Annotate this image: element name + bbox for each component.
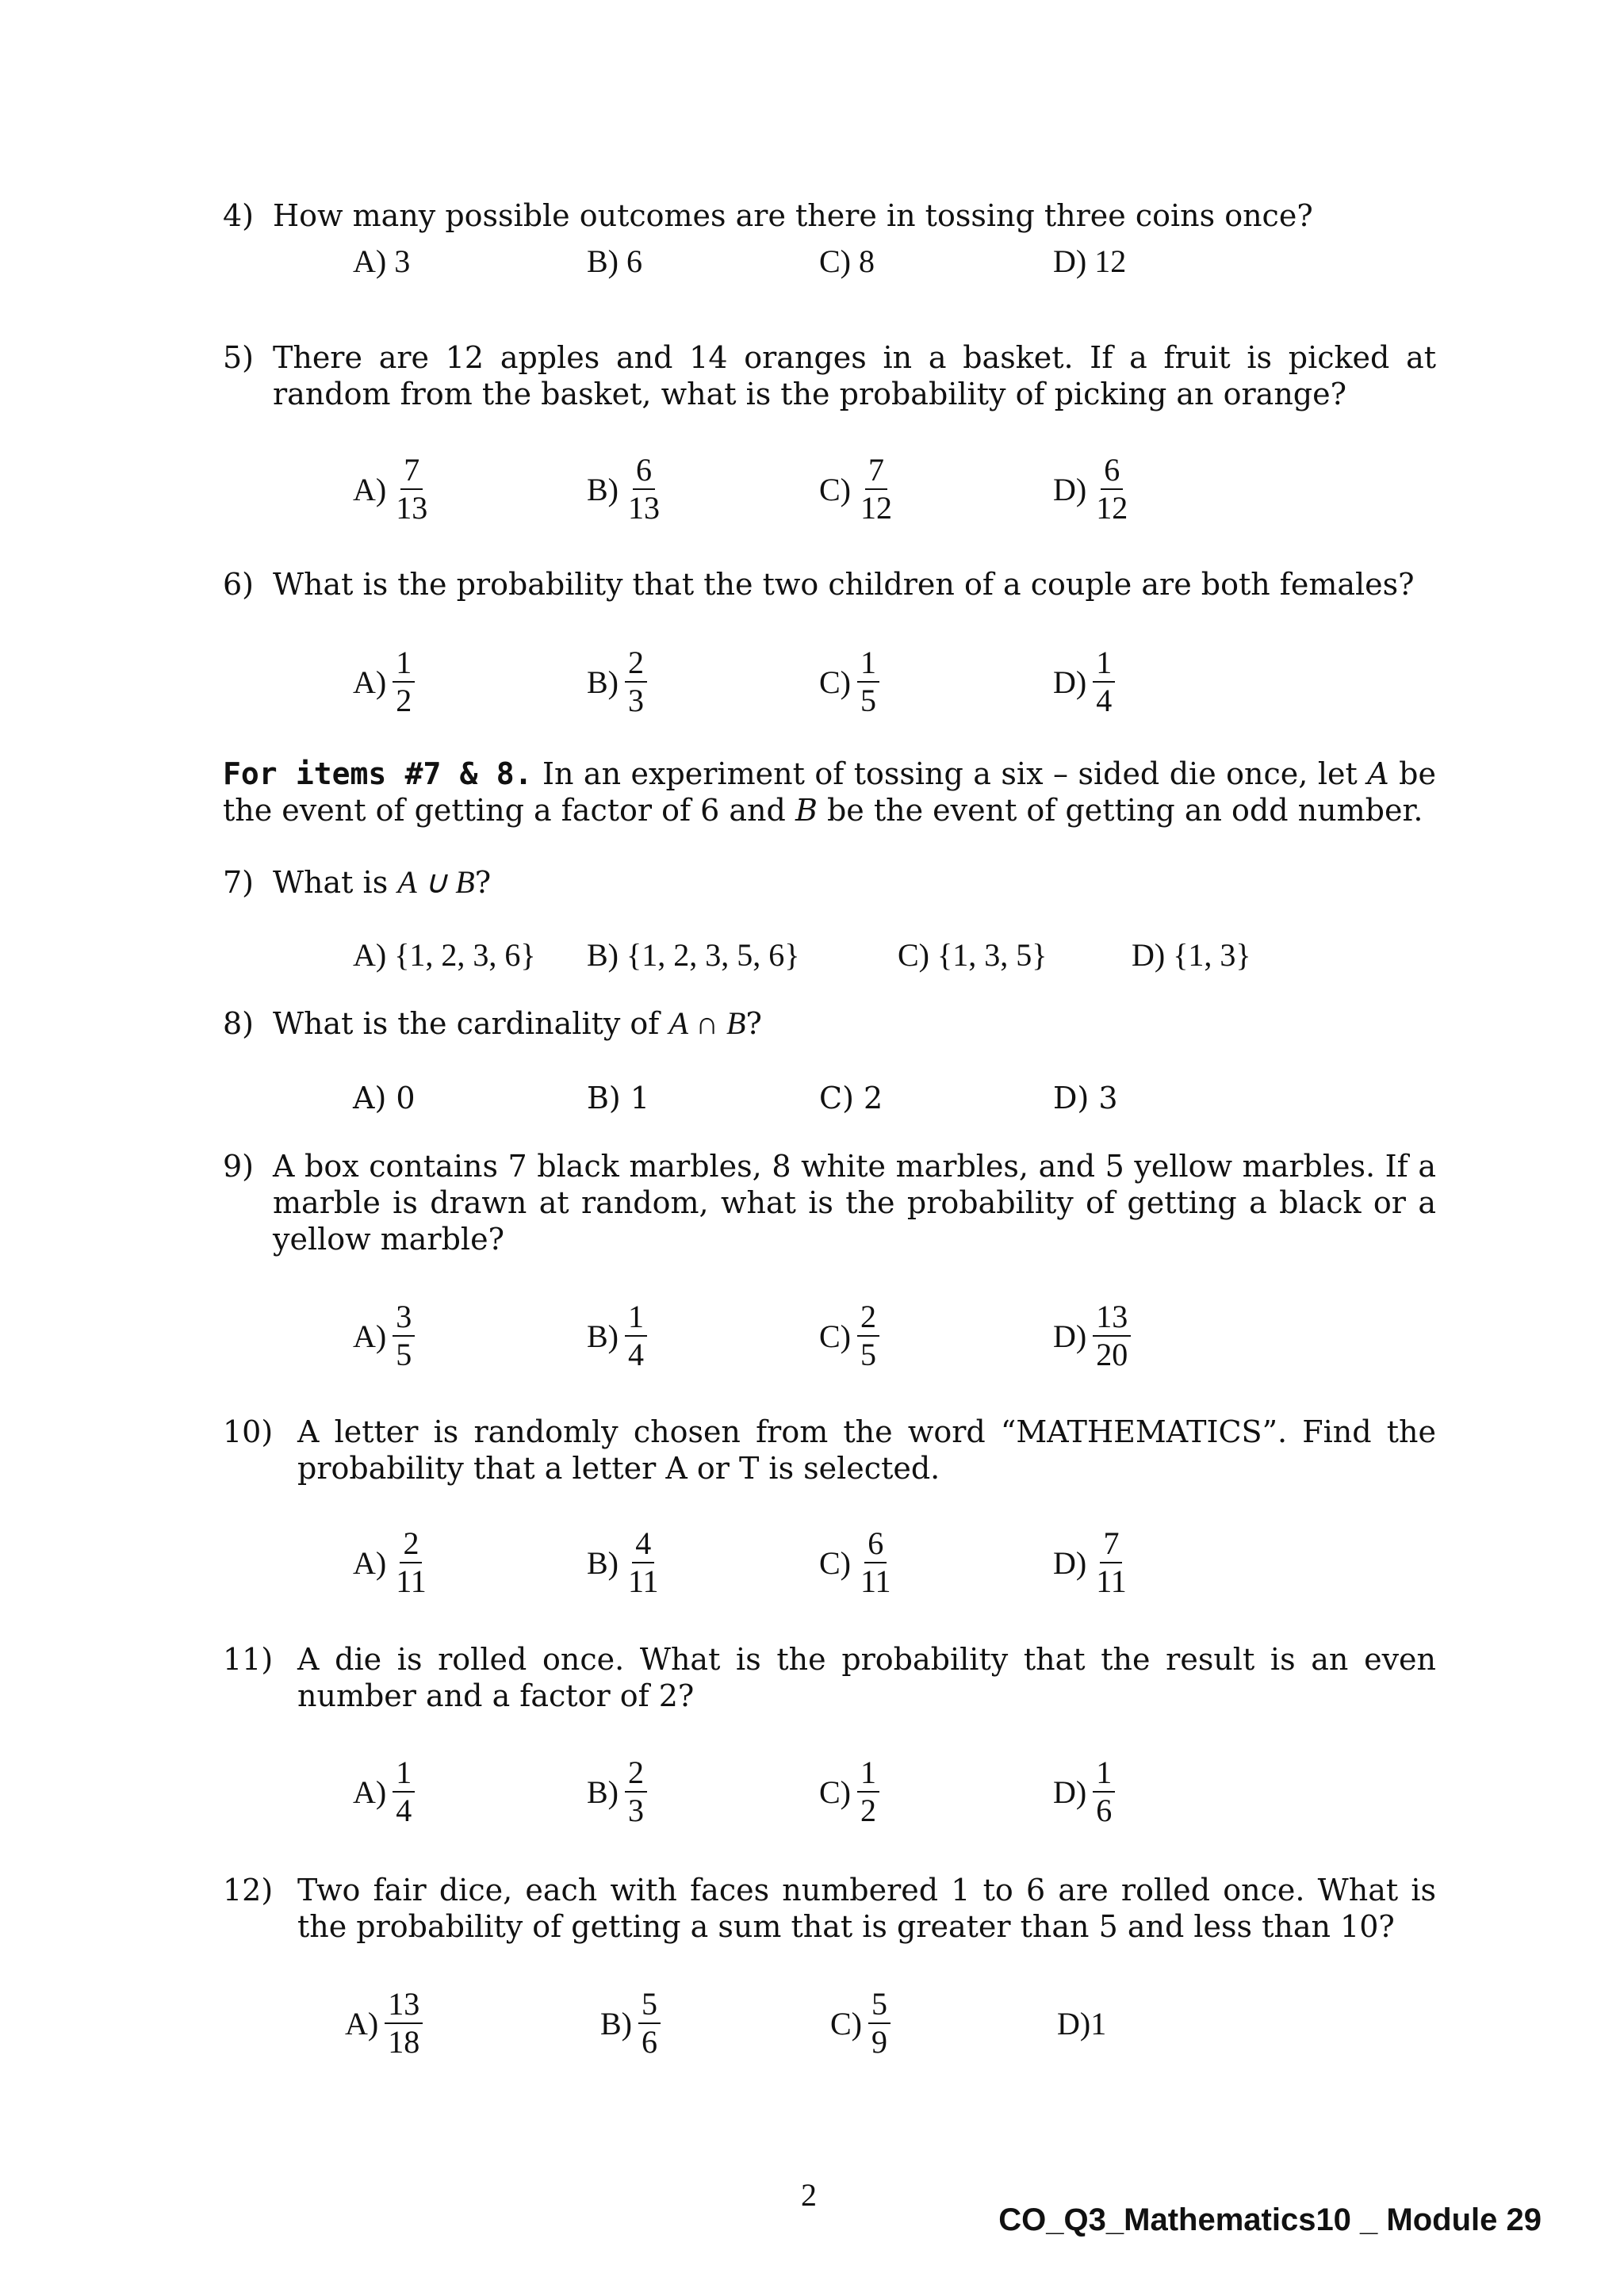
choices-12 <box>0 1976 1624 2071</box>
question-text-part: What is the cardinality of <box>273 1006 669 1041</box>
fraction <box>1093 1525 1130 1600</box>
choice-label: A) <box>353 471 387 507</box>
question-text: What is the probability that the two children of a couple are both females? <box>273 567 1415 602</box>
choice-b: B) 1 <box>587 1081 650 1115</box>
denominator: 2 <box>860 1793 876 1828</box>
numerator: 1 <box>393 645 415 683</box>
numerator: 1 <box>625 1299 647 1337</box>
question-text-part: What is <box>273 865 398 900</box>
choice-a <box>353 1744 415 1839</box>
numerator: 1 <box>857 1755 879 1793</box>
fraction <box>625 452 663 526</box>
denominator: 12 <box>1096 490 1128 526</box>
choice-label: C) <box>830 2005 862 2042</box>
choice-a <box>345 1976 423 2071</box>
fraction <box>625 1299 647 1373</box>
fraction <box>1093 452 1131 526</box>
choice-label: D)1 <box>1057 2005 1107 2042</box>
fraction <box>393 1299 415 1373</box>
denominator: 5 <box>860 683 876 718</box>
choice-d <box>1053 442 1131 537</box>
choice-label: C) <box>819 664 851 700</box>
choice-d: D) {1, 3} <box>1132 937 1251 973</box>
question-text: There are 12 apples and 14 oranges in a basket. If a fruit is picked at random from the basket, what is the probability of picking an orange? <box>273 340 1436 411</box>
choice-a: A) {1, 2, 3, 6} <box>353 937 536 973</box>
question-text: A letter is randomly chosen from the word “MATHEMATICS”. Find the probability that a letter A or T is selected. <box>297 1414 1436 1486</box>
choice-label: A) <box>353 1318 387 1354</box>
question-number: 11) <box>223 1642 274 1677</box>
choice-c <box>819 1744 879 1839</box>
denominator: 3 <box>628 683 644 718</box>
intro-text: be the event of getting a factor of 6 and <box>223 756 1436 828</box>
choice-c <box>830 1976 891 2071</box>
choice-label: B) <box>600 2005 632 2042</box>
denominator: 2 <box>396 683 412 718</box>
fraction <box>625 1755 647 1829</box>
denominator: 4 <box>396 1793 412 1828</box>
fraction <box>857 452 895 526</box>
set-b: B <box>795 793 818 828</box>
page-number: 2 <box>801 2177 817 2213</box>
choice-b <box>600 1976 661 2071</box>
choice-label: C) <box>819 1774 851 1810</box>
numerator: 13 <box>385 1986 423 2024</box>
denominator: 11 <box>860 1563 891 1599</box>
choice-label: B) <box>587 1544 619 1581</box>
choice-label: D) <box>1053 1774 1087 1810</box>
choice-label: A) <box>345 2005 379 2042</box>
choice-d: D) 3 <box>1053 1081 1118 1115</box>
fraction <box>638 1986 661 2061</box>
module-footer: CO_Q3_Mathematics10 _ Module 29 <box>998 2202 1542 2237</box>
fraction <box>857 1525 894 1600</box>
fraction <box>393 452 431 526</box>
question-9 <box>223 1148 1436 1257</box>
choice-c <box>819 1515 894 1610</box>
question-text: A die is rolled once. What is the probability that the result is an even number and a factor of 2? <box>297 1642 1436 1713</box>
choice-label: B) <box>587 471 619 507</box>
choice-label: A) <box>353 1774 387 1810</box>
choice-label: A) <box>353 1544 387 1581</box>
choice-label: B) <box>587 1774 619 1810</box>
question-number: 4) <box>223 198 255 233</box>
choice-a <box>353 442 431 537</box>
question-text: A box contains 7 black marbles, 8 white marbles, and 5 yellow marbles. If a marble is drawn at random, what is the probability of getting a black or a yellow marble? <box>273 1149 1436 1257</box>
question-12 <box>223 1872 1436 1945</box>
choice-b: B) 6 <box>587 243 642 279</box>
choice-d <box>1057 1976 1113 2071</box>
set-a: A <box>1367 756 1389 791</box>
fraction <box>857 645 879 719</box>
numerator: 3 <box>393 1299 415 1337</box>
choice-d <box>1053 1288 1131 1383</box>
denominator: 6 <box>642 2024 657 2060</box>
numerator: 13 <box>1093 1299 1131 1337</box>
denominator: 4 <box>628 1337 644 1372</box>
denominator: 5 <box>396 1337 412 1372</box>
choice-label: C) <box>819 1544 851 1581</box>
question-number: 6) <box>223 567 255 602</box>
fraction <box>625 645 647 719</box>
choice-d: D) 12 <box>1053 243 1127 279</box>
choices-9 <box>0 1288 1624 1383</box>
fraction <box>393 645 415 719</box>
numerator: 6 <box>1101 452 1123 490</box>
numerator: 4 <box>632 1525 654 1563</box>
denominator: 5 <box>860 1337 876 1372</box>
fraction <box>385 1986 423 2061</box>
question-number: 10) <box>223 1414 274 1449</box>
choice-label: C) <box>819 471 851 507</box>
numerator: 1 <box>1093 1755 1115 1793</box>
numerator: 2 <box>857 1299 879 1337</box>
question-text-part: ? <box>474 865 492 900</box>
question-text: Two fair dice, each with faces numbered 1 to 6 are rolled once. What is the probability of getting a sum that is greater than 5 and less than 10? <box>297 1873 1436 1944</box>
choice-c: C) 2 <box>819 1081 883 1115</box>
choice-label: D) <box>1053 664 1087 700</box>
fraction <box>393 1525 430 1600</box>
denominator: 12 <box>860 490 892 526</box>
question-10 <box>223 1414 1436 1487</box>
choice-d <box>1053 1744 1115 1839</box>
fraction <box>1093 645 1115 719</box>
choice-b <box>587 1515 662 1610</box>
question-6 <box>223 566 1436 603</box>
choices-4 <box>0 238 1624 285</box>
numerator: 5 <box>868 1986 891 2024</box>
choices-7 <box>0 932 1624 979</box>
question-7 <box>223 864 1436 901</box>
denominator: 11 <box>1096 1563 1127 1599</box>
choices-6 <box>0 634 1624 729</box>
set-expression: A ∪ B <box>397 864 475 900</box>
question-text-part: ? <box>745 1006 762 1041</box>
denominator: 20 <box>1096 1337 1128 1372</box>
denominator: 18 <box>388 2024 420 2060</box>
denominator: 4 <box>1096 683 1113 718</box>
choice-label: D) <box>1053 1544 1087 1581</box>
question-number: 5) <box>223 340 255 375</box>
question-number: 8) <box>223 1006 255 1041</box>
choice-label: D) <box>1053 471 1087 507</box>
question-8 <box>223 1005 1436 1042</box>
choice-c <box>819 634 879 729</box>
question-text: How many possible outcomes are there in tossing three coins once? <box>273 198 1313 233</box>
intro-text: be the event of getting an odd number. <box>817 793 1423 828</box>
denominator: 11 <box>628 1563 659 1599</box>
choice-label: B) <box>587 1318 619 1354</box>
choice-label: B) <box>587 664 619 700</box>
denominator: 3 <box>628 1793 644 1828</box>
fraction <box>868 1986 891 2061</box>
choice-c <box>819 442 895 537</box>
numerator: 2 <box>625 645 647 683</box>
question-4 <box>223 197 1436 234</box>
choice-label: A) <box>353 664 387 700</box>
choice-c: C) 8 <box>819 243 875 279</box>
choice-d <box>1053 1515 1130 1610</box>
choice-d <box>1053 634 1115 729</box>
choice-a <box>353 1515 430 1610</box>
fraction <box>1093 1755 1115 1829</box>
choice-a: A) 0 <box>353 1081 416 1115</box>
question-text <box>273 1005 1436 1042</box>
choices-5 <box>0 442 1624 537</box>
question-number: 7) <box>223 865 255 900</box>
question-number: 12) <box>223 1873 274 1908</box>
choice-c: C) {1, 3, 5} <box>898 937 1048 973</box>
question-11 <box>223 1641 1436 1714</box>
numerator: 7 <box>400 452 423 490</box>
intro-text: In an experiment of tossing a six – sided die once, let <box>532 756 1368 791</box>
choice-label: D) <box>1053 1318 1087 1354</box>
choice-a <box>353 634 415 729</box>
numerator: 2 <box>400 1525 422 1563</box>
choice-a: A) 3 <box>353 243 411 279</box>
numerator: 6 <box>633 452 655 490</box>
question-number: 9) <box>223 1149 255 1184</box>
intro-heading: For items #7 & 8. <box>223 756 533 791</box>
choice-b <box>587 1744 647 1839</box>
numerator: 2 <box>625 1755 647 1793</box>
fraction <box>393 1755 415 1829</box>
numerator: 6 <box>864 1525 887 1563</box>
denominator: 11 <box>396 1563 427 1599</box>
choice-c <box>819 1288 879 1383</box>
choice-b <box>587 442 663 537</box>
items-7-8-instructions <box>223 756 1436 828</box>
fraction <box>1093 1299 1131 1373</box>
choice-b: B) {1, 2, 3, 5, 6} <box>587 937 800 973</box>
numerator: 1 <box>393 1755 415 1793</box>
choice-b <box>587 634 647 729</box>
set-expression: A ∩ B <box>668 1005 746 1041</box>
choices-11 <box>0 1744 1624 1839</box>
denominator: 6 <box>1096 1793 1113 1828</box>
numerator: 7 <box>1100 1525 1122 1563</box>
question-5 <box>223 339 1436 412</box>
numerator: 1 <box>857 645 879 683</box>
denominator: 13 <box>396 490 428 526</box>
choices-8 <box>0 1074 1624 1122</box>
choice-label: C) <box>819 1318 851 1354</box>
denominator: 9 <box>871 2024 887 2060</box>
choice-a <box>353 1288 415 1383</box>
numerator: 7 <box>865 452 887 490</box>
question-text <box>273 864 1436 901</box>
fraction <box>857 1755 879 1829</box>
choices-10 <box>0 1515 1624 1610</box>
numerator: 5 <box>638 1986 661 2024</box>
denominator: 13 <box>628 490 660 526</box>
fraction <box>625 1525 662 1600</box>
choice-b <box>587 1288 647 1383</box>
fraction <box>857 1299 879 1373</box>
numerator: 1 <box>1093 645 1115 683</box>
